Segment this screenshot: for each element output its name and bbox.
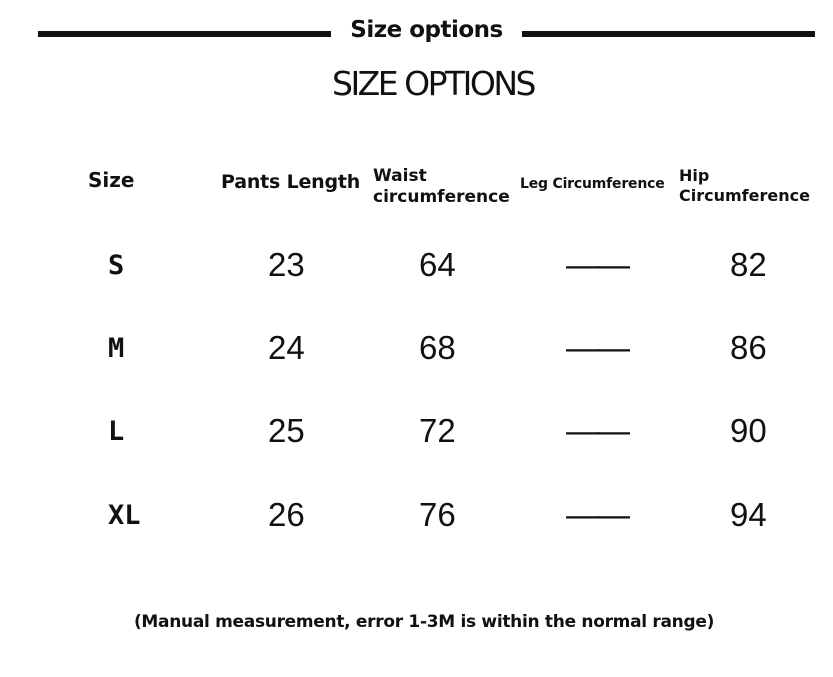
cell-leg: —— <box>566 412 628 449</box>
measurement-note: (Manual measurement, error 1-3M is within the normal range) <box>133 612 715 632</box>
header-size: Size <box>88 168 135 192</box>
cell-size: M <box>108 333 125 364</box>
section-title: Size options <box>350 17 503 43</box>
header-hip-line1: Hip <box>679 166 710 185</box>
header-leg: Leg Circumference <box>520 176 665 192</box>
cell-size: XL <box>108 500 141 531</box>
cell-hip: 94 <box>730 496 767 533</box>
header-pants-length: Pants Length <box>221 171 361 193</box>
cell-leg: —— <box>566 246 628 283</box>
cell-pants-length: 24 <box>268 329 305 366</box>
cell-pants-length: 23 <box>268 246 305 283</box>
cell-waist: 68 <box>419 329 456 366</box>
title-rule-right <box>522 31 815 37</box>
header-hip <box>679 166 819 206</box>
cell-hip: 86 <box>730 329 767 366</box>
page-title: SIZE OPTIONS <box>332 64 534 103</box>
cell-leg: —— <box>566 496 628 533</box>
header-waist <box>373 166 523 208</box>
header-hip-line2: Circumference <box>679 186 810 205</box>
cell-hip: 82 <box>730 246 767 283</box>
title-rule-left <box>38 31 331 37</box>
cell-waist: 76 <box>419 496 456 533</box>
cell-pants-length: 25 <box>268 412 305 449</box>
cell-size: S <box>108 250 125 281</box>
header-waist-line2: circumference <box>373 187 510 207</box>
header-waist-line1: Waist <box>373 166 427 186</box>
cell-leg: —— <box>566 329 628 366</box>
cell-hip: 90 <box>730 412 767 449</box>
cell-waist: 64 <box>419 246 456 283</box>
cell-size: L <box>108 416 125 447</box>
cell-pants-length: 26 <box>268 496 305 533</box>
cell-waist: 72 <box>419 412 456 449</box>
